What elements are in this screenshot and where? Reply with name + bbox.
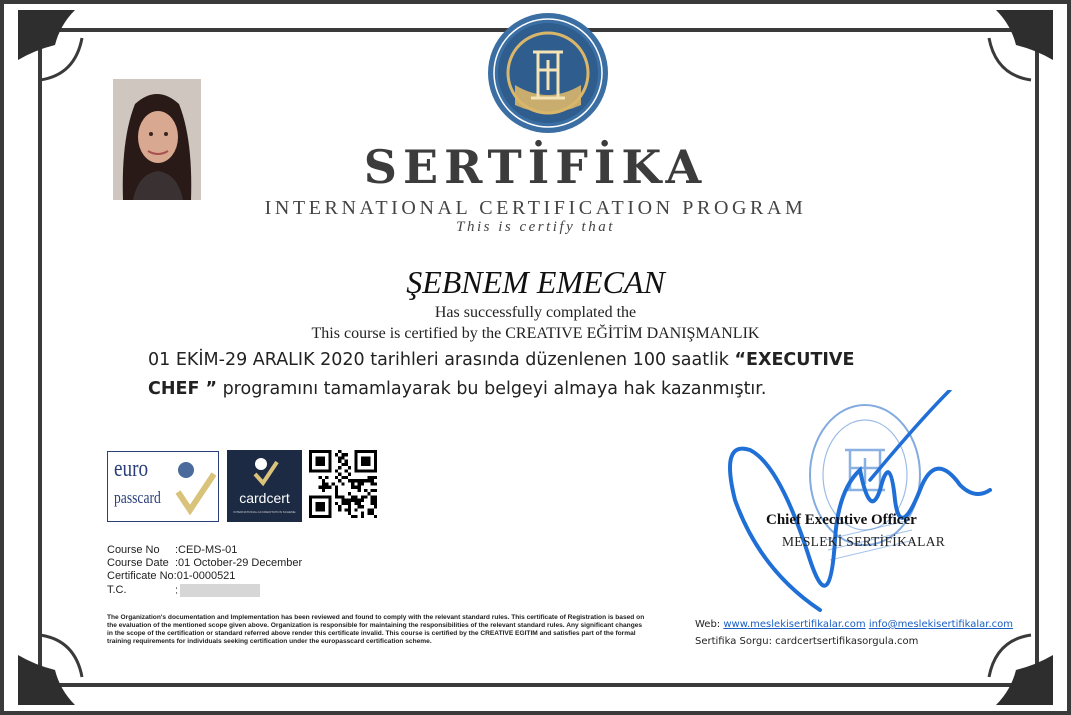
course-date-label: Course Date [107,557,169,570]
tc-row [107,584,302,598]
signature [720,390,1000,620]
course-no-label: Course No [107,544,160,556]
qr-code-icon [309,450,377,518]
tc-value: : [175,584,179,597]
course-details [107,544,302,597]
seal-logo-icon [485,10,611,136]
completion-line: Has successfully complated the [434,304,637,321]
certificate-title: SERTİFİKA [363,140,708,194]
recipient-name: ŞEBNEM EMECAN [406,264,665,300]
certify-subtitle: This is certify that [456,219,615,235]
euro-text: euro [114,456,149,482]
disclaimer-text: The Organization's documentation and Implementation has been reviewed and found to comply with the relevant standard rules. This certificate of Registration is based on the evaluation of the mentioned scope given above. Organization is responsible for maintaining the responsibilities of the relevant standard rules. Any significant changes in the scope of the certification or standard referred above render this certificate invalid. This course is certified by the CREATIVE EGITIM and satisfies part of the formal training requirements for individuals seeking certification under the europasscard certification scheme. [107,614,645,645]
signatory-role: Chief Executive Officer [766,512,917,528]
program-name: INTERNATIONAL CERTIFICATION PROGRAM [264,197,807,219]
tc-redacted [180,584,260,597]
europasscard-logo [107,451,219,522]
course-title: “EXECUTIVE CHEF ” [148,350,855,399]
certificate-no-label: Certificate No [107,570,174,583]
tc-label: T.C. [107,584,127,597]
body-text-part1: 01 EKİM-29 ARALIK 2020 tarihleri arasında düzenlenen 100 saatlik [148,350,735,370]
web-line [695,619,1013,630]
cardcert-text: cardcert [239,490,290,506]
passcard-text: passcard [114,488,161,507]
cardcert-tagline: INTERNATIONAL ACCREDITATION SCHEME [233,510,296,514]
web-label: Web: [695,619,721,630]
globe-check-icon [251,456,279,486]
body-text-part2: programını tamamlayarak bu belgeyi almaya hak kazanmıştır. [217,379,767,399]
course-no-value: :CED-MS-01 [175,544,238,556]
course-date-value: :01 October-29 December [175,557,303,570]
course-date-row [107,557,302,570]
globe-check-icon [172,460,216,516]
certificate-no-value: :01-0000521 [173,570,236,583]
verification-line: Sertifika Sorgu: cardcertsertifikasorgula.com [695,636,919,647]
cardcert-logo [227,450,302,522]
email-link[interactable]: info@meslekisertifikalar.com [868,619,1014,630]
course-no-row [107,544,302,557]
website-link[interactable]: www.meslekisertifikalar.com [723,619,866,630]
certificate-no-row [107,570,302,583]
certified-by-line: This course is certified by the CREATIVE EĞİTİM DANIŞMANLIK [311,325,760,342]
signatory-company: MESLEKİ SERTİFİKALAR [782,534,946,549]
